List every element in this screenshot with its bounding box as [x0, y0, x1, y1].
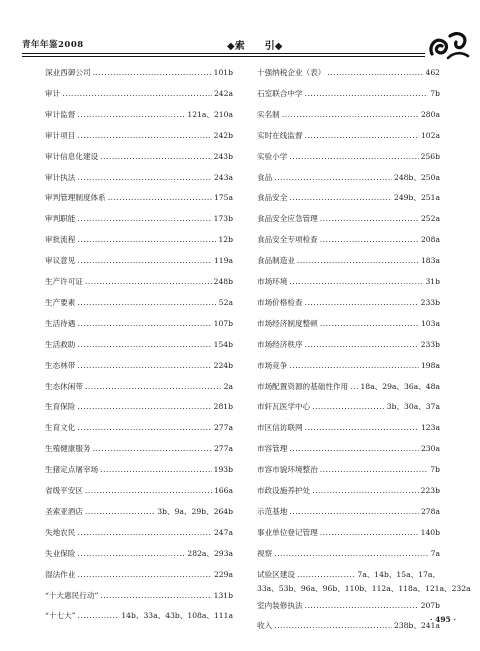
- index-page-ref: 233b: [420, 297, 440, 307]
- index-entry: [257, 150, 440, 163]
- index-page-ref: 154b: [213, 339, 233, 349]
- index-page-ref: 249b、251a: [394, 193, 440, 203]
- index-page-ref: 462: [425, 68, 440, 77]
- index-term: 生产要素: [45, 297, 76, 307]
- index-page-ref: 223b: [420, 486, 440, 495]
- index-entry-continuation: [257, 582, 471, 595]
- dot-leader: [274, 619, 392, 632]
- index-entry: [257, 338, 440, 351]
- yearbook-title: 青年年鉴2008: [22, 40, 84, 50]
- index-page-ref: 243a: [213, 172, 233, 182]
- index-entry: [257, 317, 440, 330]
- index-entry: [45, 212, 233, 225]
- index-page-ref: 166a: [213, 486, 233, 495]
- dot-leader: [289, 359, 419, 372]
- index-entry: [45, 171, 233, 184]
- index-term: 食品安全专项检查: [257, 235, 318, 245]
- index-entry: [45, 526, 233, 539]
- index-term: 食品: [257, 172, 273, 182]
- dot-leader: [305, 421, 419, 434]
- index-page-ref: 278a: [420, 506, 440, 516]
- index-entry: [45, 233, 233, 246]
- dot-leader: [93, 442, 212, 455]
- dot-leader: [289, 442, 419, 455]
- dot-leader: [108, 191, 212, 204]
- dot-leader: [289, 505, 419, 518]
- index-term: 审议意见: [45, 256, 76, 266]
- index-entry: [45, 380, 233, 393]
- index-entry: [45, 505, 233, 518]
- index-entry: [257, 442, 440, 455]
- index-entry: [257, 619, 440, 632]
- dot-leader: [85, 275, 212, 288]
- index-term: 审计监督: [45, 109, 76, 119]
- index-term: 实时在线监督: [257, 130, 303, 140]
- index-page-ref: 14b、33a、43b、108a、111a: [121, 611, 233, 621]
- index-entry: [257, 505, 440, 518]
- index-term: 室内装修执法: [257, 600, 303, 610]
- index-entry: [257, 296, 440, 309]
- index-term: “十大惠民行动”: [45, 590, 99, 600]
- index-entry: [45, 317, 233, 330]
- index-term: 生产许可证: [45, 277, 83, 286]
- index-page-ref: 233b: [420, 339, 440, 349]
- index-entry: [45, 87, 233, 100]
- index-page-ref: 248b: [213, 277, 233, 286]
- index-entry: [45, 108, 233, 121]
- index-page-ref: 12b: [218, 235, 233, 245]
- dot-leader: [77, 317, 211, 330]
- index-entry: [257, 171, 440, 184]
- index-page-ref: 119a: [213, 256, 233, 266]
- section-title-part1: ◆索: [227, 41, 245, 52]
- index-term: 市场经济制度整顿: [257, 318, 318, 328]
- index-term: 市轩瓦医学中心: [257, 402, 311, 412]
- index-entry: [45, 589, 233, 602]
- index-term: 市政设施养护处: [257, 486, 311, 495]
- index-term: 生育文化: [45, 423, 76, 433]
- index-term: 审计信息化建设: [45, 151, 99, 161]
- index-entry: [45, 191, 233, 204]
- index-term: 审判职能: [45, 214, 76, 224]
- dot-leader: [274, 171, 392, 184]
- index-term: 食品安全: [257, 193, 288, 203]
- dot-leader: [312, 484, 418, 497]
- index-page-ref: 208a: [420, 235, 440, 245]
- dot-leader: [289, 150, 418, 163]
- index-page-ref: 277a: [213, 423, 233, 433]
- index-page-ref: 103a: [420, 318, 440, 328]
- header-rule: [22, 53, 425, 54]
- dot-leader: [77, 212, 211, 225]
- section-title-part2: 引◆: [264, 41, 283, 52]
- page-number: · 495 ·: [429, 615, 456, 624]
- index-entry: [45, 338, 233, 351]
- index-term: 市场价格检查: [257, 297, 303, 307]
- index-page-ref: 207b: [420, 600, 440, 610]
- index-page-ref: 230a: [420, 444, 440, 454]
- dot-leader: [77, 171, 212, 184]
- dot-leader: [100, 463, 211, 476]
- index-page-ref: 2a: [223, 381, 233, 391]
- index-term: 市容管理: [257, 444, 288, 454]
- index-entry: [257, 380, 440, 393]
- dot-leader: [320, 463, 429, 476]
- dot-leader: [77, 129, 211, 142]
- index-page-ref: 242a: [213, 88, 233, 98]
- index-page-ref: 280a: [420, 109, 440, 119]
- dot-leader: [297, 568, 355, 581]
- dot-leader: [77, 421, 212, 434]
- index-entry: [257, 254, 440, 267]
- index-entry: [45, 442, 233, 455]
- dot-leader: [77, 254, 212, 267]
- index-page-ref: 238b、241a: [394, 621, 440, 631]
- index-term: 食品安全应急管理: [257, 214, 318, 224]
- index-page-ref: 183a: [420, 256, 440, 266]
- index-entry: [45, 463, 233, 476]
- index-entry: [257, 400, 440, 413]
- dot-leader: [77, 400, 211, 413]
- index-entry: [257, 568, 440, 581]
- index-entry: [257, 191, 440, 204]
- index-term: 市场环境: [257, 277, 288, 286]
- header-rule-thin: [22, 56, 425, 57]
- index-entry: [45, 296, 233, 309]
- running-header: [22, 38, 470, 54]
- dot-leader: [93, 66, 212, 79]
- index-page-ref: 7b: [430, 88, 440, 98]
- index-entry: [45, 254, 233, 267]
- index-entry: [257, 599, 440, 612]
- index-page-ref: 247a: [213, 527, 233, 537]
- index-term: 失地农民: [45, 527, 76, 537]
- index-term: 实名制: [257, 109, 280, 119]
- index-term: 视察: [257, 548, 273, 558]
- dot-leader: [85, 505, 155, 518]
- index-term: 圣索亚酒店: [45, 506, 83, 516]
- index-entry: [257, 66, 440, 79]
- dot-leader: [289, 275, 423, 288]
- index-entry: [257, 275, 440, 288]
- dot-leader: [78, 609, 120, 622]
- index-entry: [257, 87, 440, 100]
- dot-leader: [305, 296, 419, 309]
- index-page-ref: 243b: [213, 151, 233, 161]
- index-entry: [45, 421, 233, 434]
- index-page-ref: 107b: [213, 318, 233, 328]
- index-term: 生活救助: [45, 339, 76, 349]
- dot-leader: [320, 212, 419, 225]
- dot-leader: [85, 380, 222, 393]
- dot-leader: [297, 254, 419, 267]
- index-entry: [257, 526, 440, 539]
- index-term: 市容市貌环境整治: [257, 465, 318, 475]
- index-page-ref: 256b: [420, 151, 440, 161]
- index-page-ref: 7b: [430, 465, 440, 475]
- index-page-ref: 224b: [213, 360, 233, 370]
- index-term: 失业保险: [45, 548, 76, 558]
- index-entry: [45, 484, 233, 497]
- index-term: 收入: [257, 621, 273, 631]
- index-entry: [257, 108, 440, 121]
- dot-leader: [77, 296, 216, 309]
- index-term: 食品制造业: [257, 256, 295, 266]
- yearbook-logo-icon: [426, 28, 470, 62]
- index-page-ref: 282a、293a: [187, 548, 233, 558]
- index-page-ref: 193b: [213, 465, 233, 475]
- dot-leader: [305, 129, 419, 142]
- index-term: 省级平安区: [45, 486, 83, 495]
- dot-leader: [305, 599, 419, 612]
- index-page-ref: 277a: [213, 444, 233, 454]
- dot-leader: [320, 317, 419, 330]
- dot-leader: [305, 338, 419, 351]
- index-entry: [45, 359, 233, 372]
- index-page-ref: 102a: [420, 130, 440, 140]
- index-page-ref: 7a、14b、15a、17a、: [357, 569, 440, 579]
- index-page-ref: 175a: [213, 193, 233, 203]
- index-entry: [257, 129, 440, 142]
- index-term: 审计项目: [45, 130, 76, 140]
- index-page-ref: 101b: [213, 68, 233, 77]
- index-term: 深业西御公司: [45, 68, 91, 77]
- index-term: 审计执法: [45, 172, 76, 182]
- dot-leader: [77, 547, 185, 560]
- index-term: 十强纳税企业（表）: [257, 68, 326, 77]
- dot-leader: [312, 400, 385, 413]
- index-term: 审计: [45, 88, 61, 98]
- dot-leader: [77, 568, 212, 581]
- index-entry: [45, 400, 233, 413]
- dot-leader: [85, 484, 212, 497]
- index-entry: [257, 484, 440, 497]
- index-page-ref: 248b、250a: [394, 172, 440, 182]
- index-page-ref: 173b: [213, 214, 233, 224]
- index-page-ref: 3b、30a、37a: [386, 402, 440, 412]
- index-entry: [45, 547, 233, 560]
- dot-leader: [305, 87, 429, 100]
- index-term: 生态休闲带: [45, 381, 83, 391]
- index-entry: [257, 233, 440, 246]
- index-term: “十七大”: [45, 611, 76, 621]
- dot-leader: [327, 66, 423, 79]
- index-page-ref: 31b: [425, 277, 440, 286]
- index-term: 试验区建设: [257, 569, 295, 579]
- index-entry: [257, 359, 440, 372]
- index-entry: [45, 129, 233, 142]
- dot-leader: [274, 547, 428, 560]
- index-term: 石室联合中学: [257, 88, 303, 98]
- dot-leader: [77, 338, 211, 351]
- index-term: 事业单位登记管理: [257, 527, 318, 537]
- index-term: 生活待遇: [45, 318, 76, 328]
- index-entry: [45, 150, 233, 163]
- index-term: 市场配置资源的基础性作用: [257, 381, 349, 391]
- index-entry: [257, 463, 440, 476]
- index-term: 示范基地: [257, 506, 288, 516]
- index-entry: [257, 212, 440, 225]
- index-term: 生态林带: [45, 360, 76, 370]
- index-page-ref-continued: 33a、53b、96a、96b、110b、112a、118a、121a、232a: [257, 583, 471, 593]
- dot-leader: [62, 87, 212, 100]
- index-term: 市场经济秩序: [257, 339, 303, 349]
- index-term: 审批流程: [45, 235, 76, 245]
- index-page-ref: 18a、29a、36a、48a: [360, 381, 440, 391]
- section-title: [227, 37, 282, 52]
- index-term: 湿法作业: [45, 569, 76, 579]
- index-term: 实验小学: [257, 151, 288, 161]
- dot-leader: [77, 359, 211, 372]
- index-term: 市区信访联网: [257, 423, 303, 433]
- index-term: 生育保险: [45, 402, 76, 412]
- index-entry: [45, 275, 233, 288]
- dot-leader: [100, 589, 211, 602]
- index-page-ref: 52a: [218, 297, 233, 307]
- dot-leader: [350, 380, 358, 393]
- index-page-ref: 123a: [420, 423, 440, 433]
- dot-leader: [282, 108, 419, 121]
- index-page-ref: 252a: [420, 214, 440, 224]
- dot-leader: [289, 191, 392, 204]
- dot-leader: [320, 233, 419, 246]
- dot-leader: [77, 526, 212, 539]
- index-page-ref: 3b、9a、29b、264b: [157, 506, 233, 516]
- index-page-ref: 7a: [430, 548, 440, 558]
- index-page-ref: 131b: [213, 590, 233, 600]
- index-page-ref: 121a、210a: [187, 109, 233, 119]
- index-term: 市场竞争: [257, 360, 288, 370]
- index-entry: [257, 421, 440, 434]
- index-term: 审判管理制度体系: [45, 193, 106, 203]
- index-page-ref: 140b: [420, 527, 440, 537]
- dot-leader: [320, 526, 419, 539]
- index-page-ref: 242b: [213, 130, 233, 140]
- index-entry: [257, 547, 440, 560]
- dot-leader: [77, 108, 185, 121]
- index-entry: [45, 609, 233, 622]
- dot-leader: [77, 233, 216, 246]
- index-entry: [45, 66, 233, 79]
- index-term: 生猪定点屠宰场: [45, 465, 99, 475]
- index-page-ref: 281b: [213, 402, 233, 412]
- dot-leader: [100, 150, 211, 163]
- index-term: 生殖健康服务: [45, 444, 91, 454]
- index-page-ref: 229a: [213, 569, 233, 579]
- index-entry: [45, 568, 233, 581]
- index-page-ref: 198a: [420, 360, 440, 370]
